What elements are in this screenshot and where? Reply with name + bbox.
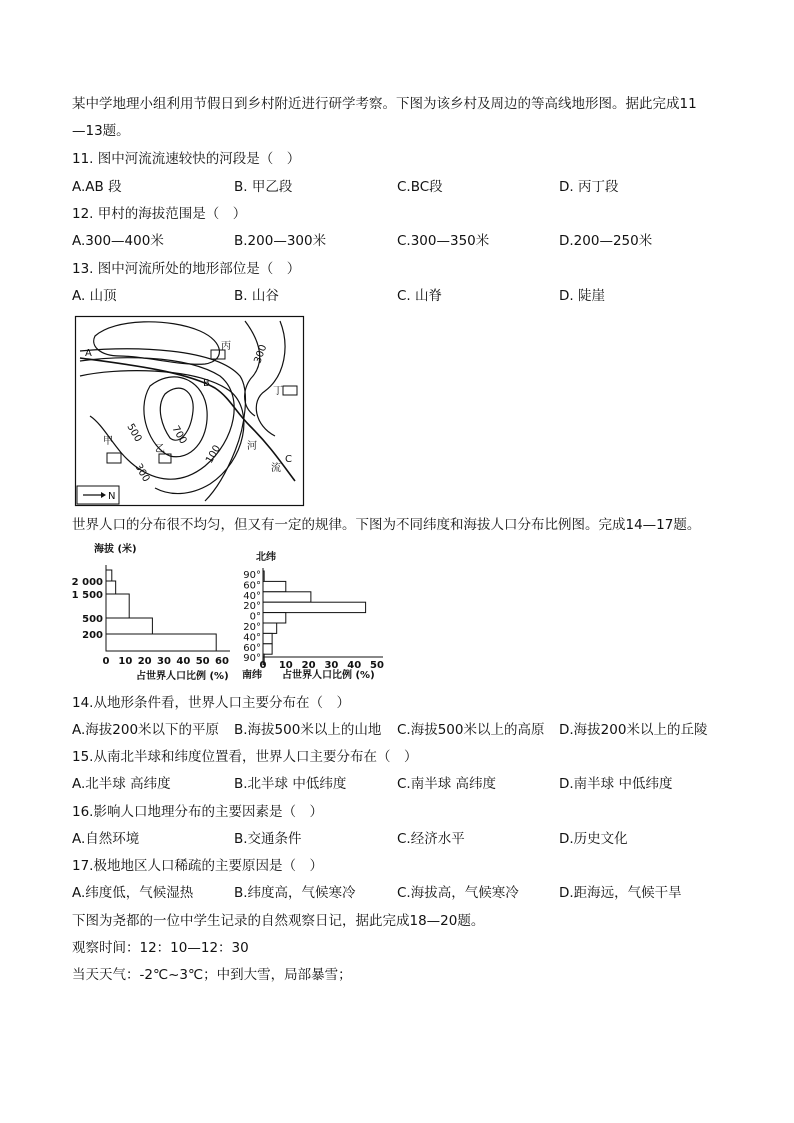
latitude-tick-label: 0° (249, 611, 261, 623)
q11-option-b[interactable]: B. 甲乙段 (234, 179, 293, 195)
altitude-x-tick-label: 50 (195, 656, 210, 667)
q16-option-a[interactable]: A.自然环境 (72, 831, 140, 847)
latitude-tick-label: 60° (243, 580, 261, 592)
altitude-bar (106, 594, 129, 618)
latitude-x-tick-label: 50 (370, 660, 384, 671)
diary-weather: 当天天气：-2℃~3℃；中到大雪，局部暴雪； (72, 967, 352, 983)
latitude-population-chart (240, 546, 395, 686)
point-a-label: A (85, 348, 92, 359)
diary-time: 观察时间：12：10—12：30 (72, 940, 249, 956)
altitude-tick-label: 2 000 (71, 577, 103, 588)
latitude-bar (263, 602, 366, 612)
altitude-tick-label: 1 500 (71, 590, 103, 601)
river-label-liu: 流 (271, 463, 281, 474)
q17-option-b[interactable]: B.纬度高，气候寒冷 (234, 885, 356, 901)
q15-option-a[interactable]: A.北半球 高纬度 (72, 776, 171, 792)
latitude-bar (263, 623, 277, 633)
contour-map (75, 316, 304, 506)
latitude-tick-label: 90° (243, 653, 261, 665)
contour-label-700: 700 (169, 424, 189, 447)
latitude-bar (263, 592, 311, 602)
contour-label-300-right: 300 (252, 343, 270, 366)
q12-option-b[interactable]: B.200—300米 (234, 233, 327, 249)
question-12-stem: 12. 甲村的海拔范围是（ ） (72, 206, 247, 222)
latitude-tick-label: 90° (243, 570, 261, 581)
latitude-x-tick-label: 30 (324, 660, 339, 671)
q13-option-c[interactable]: C. 山脊 (397, 288, 443, 304)
q15-option-c[interactable]: C.南半球 高纬度 (397, 776, 497, 792)
intro-text-line1: 某中学地理小组利用节假日到乡村附近进行研学考察。下图为该乡村及周边的等高线地形图。据此完成11 (72, 96, 697, 112)
altitude-bar (106, 581, 116, 594)
latitude-tick-label: 40° (243, 590, 261, 602)
latitude-tick-label: 20° (243, 622, 261, 633)
village-bing-label: 丙 (221, 341, 231, 352)
altitude-x-tick-label: 60 (215, 656, 229, 667)
latitude-bar (263, 633, 272, 643)
contour-label-300: 300 (132, 462, 152, 485)
intro-text-3: 下图为尧都的一位中学生记录的自然观察日记，据此完成18—20题。 (72, 913, 485, 929)
altitude-bar (106, 618, 152, 634)
q14-option-c[interactable]: C.海拔500米以上的高原 (397, 722, 545, 738)
altitude-bar (106, 634, 216, 651)
q16-option-b[interactable]: B.交通条件 (234, 831, 302, 847)
q13-option-d[interactable]: D. 陡崖 (559, 288, 605, 304)
q12-option-c[interactable]: C.300—350米 (397, 233, 490, 249)
q11-option-d[interactable]: D. 丙丁段 (559, 179, 619, 195)
altitude-axis-title: 海拔 (米) (94, 544, 137, 555)
q11-option-c[interactable]: C.BC段 (397, 179, 443, 195)
q14-option-b[interactable]: B.海拔500米以上的山地 (234, 722, 382, 738)
village-jia-label: 甲 (103, 436, 113, 447)
latitude-bar (263, 644, 272, 654)
altitude-x-tick-label: 10 (118, 656, 133, 667)
q13-option-b[interactable]: B. 山谷 (234, 288, 279, 304)
q17-option-d[interactable]: D.距海远，气候干旱 (559, 885, 682, 901)
intro-text-2: 世界人口的分布很不均匀，但又有一定的规律。下图为不同纬度和海拔人口分布比例图。完成14—17题。 (72, 517, 701, 533)
q15-option-b[interactable]: B.北半球 中低纬度 (234, 776, 347, 792)
village-ding-label: 丁 (273, 386, 283, 397)
intro-text-line2: —13题。 (72, 123, 130, 139)
question-11-stem: 11. 图中河流流速较快的河段是（ ） (72, 151, 301, 167)
altitude-population-chart (71, 538, 240, 685)
altitude-x-tick-label: 30 (157, 656, 171, 667)
altitude-tick-label: 200 (82, 630, 103, 641)
question-16-stem: 16.影响人口地理分布的主要因素是（ ） (72, 804, 323, 820)
latitude-x-tick-label: 20 (301, 660, 316, 671)
q16-option-c[interactable]: C.经济水平 (397, 831, 465, 847)
q12-option-a[interactable]: A.300—400米 (72, 233, 164, 249)
latitude-north-label: 北纬 (256, 552, 276, 563)
latitude-tick-label: 20° (243, 601, 261, 613)
latitude-south-label: 南纬 (242, 670, 262, 681)
latitude-tick-label: 40° (243, 632, 261, 644)
q14-option-d[interactable]: D.海拔200米以上的丘陵 (559, 722, 708, 738)
latitude-x-tick-label: 40 (347, 660, 362, 671)
altitude-tick-label: 500 (82, 614, 103, 625)
q16-option-d[interactable]: D.历史文化 (559, 831, 628, 847)
q11-option-a[interactable]: A.AB 段 (72, 179, 122, 195)
point-c-label: C (285, 454, 292, 465)
contour-label-500: 500 (124, 422, 144, 445)
river-label-he: 河 (247, 441, 257, 452)
village-yi-label: 乙 (155, 444, 165, 455)
latitude-bar (263, 613, 286, 623)
question-14-stem: 14.从地形条件看，世界人口主要分布在（ ） (72, 695, 350, 711)
q14-option-a[interactable]: A.海拔200米以下的平原 (72, 722, 220, 738)
altitude-x-tick-label: 0 (102, 656, 110, 667)
q17-option-a[interactable]: A.纬度低，气候湿热 (72, 885, 194, 901)
q17-option-c[interactable]: C.海拔高，气候寒冷 (397, 885, 519, 901)
latitude-x-tick-label: 0 (259, 660, 267, 671)
q13-option-a[interactable]: A. 山顶 (72, 288, 117, 304)
latitude-x-tick-label: 10 (278, 660, 293, 671)
point-b-label: B (203, 378, 210, 389)
altitude-x-tick-label: 40 (176, 656, 191, 667)
latitude-tick-label: 60° (243, 642, 261, 654)
question-15-stem: 15.从南北半球和纬度位置看，世界人口主要分布在（ ） (72, 749, 418, 765)
contour-label-100: 100 (204, 443, 224, 466)
q15-option-d[interactable]: D.南半球 中低纬度 (559, 776, 673, 792)
altitude-x-axis-title: 占世界人口比例 (%) (136, 671, 229, 682)
north-label: N (108, 491, 116, 502)
q12-option-d[interactable]: D.200—250米 (559, 233, 653, 249)
question-13-stem: 13. 图中河流所处的地形部位是（ ） (72, 261, 301, 277)
latitude-x-axis-title: 占世界人口比例 (%) (282, 670, 375, 681)
question-17-stem: 17.极地地区人口稀疏的主要原因是（ ） (72, 858, 323, 874)
latitude-bar (263, 581, 286, 591)
altitude-bar (106, 570, 112, 581)
altitude-x-tick-label: 20 (137, 656, 152, 667)
